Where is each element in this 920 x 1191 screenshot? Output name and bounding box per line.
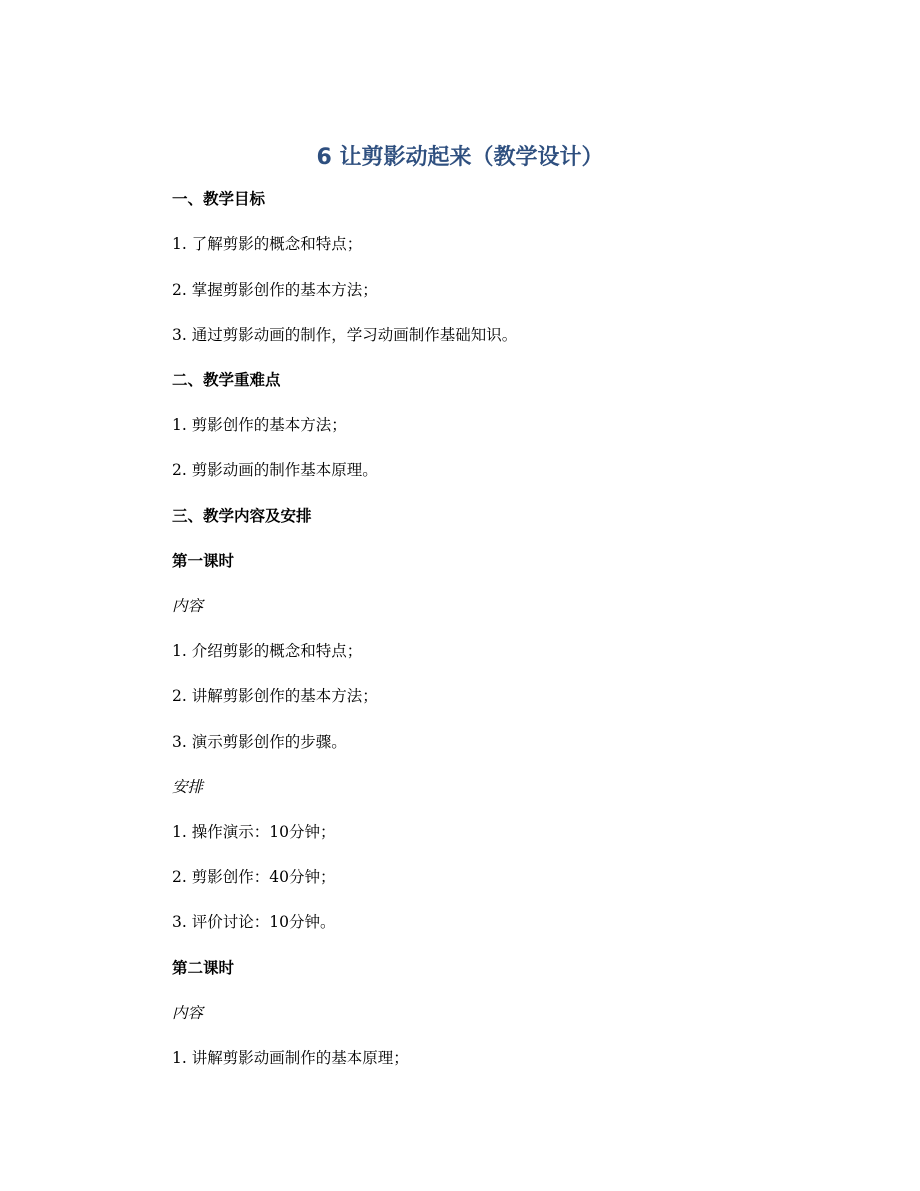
lesson1-schedule-item: 2. 剪影创作：40分钟； — [172, 868, 336, 886]
section-heading-objectives: 一、教学目标 — [172, 190, 266, 208]
key-point-item: 2. 剪影动画的制作基本原理。 — [172, 461, 378, 479]
key-point-item: 1. 剪影创作的基本方法； — [172, 416, 347, 434]
objective-item: 1. 了解剪影的概念和特点； — [172, 235, 363, 253]
lesson-heading-1: 第一课时 — [172, 552, 235, 570]
objective-item: 2. 掌握剪影创作的基本方法； — [172, 281, 378, 299]
lesson1-content-item: 1. 介绍剪影的概念和特点； — [172, 642, 363, 660]
objective-item: 3. 通过剪影动画的制作，学习动画制作基础知识。 — [172, 326, 518, 344]
lesson1-schedule-label: 安排 — [172, 778, 204, 796]
document-title: 6 让剪影动起来（教学设计） — [316, 145, 604, 170]
lesson1-schedule-item: 1. 操作演示：10分钟； — [172, 823, 336, 841]
lesson2-content-item: 1. 讲解剪影动画制作的基本原理； — [172, 1049, 409, 1067]
lesson1-schedule-item: 3. 评价讨论：10分钟。 — [172, 913, 336, 931]
lesson2-content-label: 内容 — [172, 1004, 204, 1022]
lesson-heading-2: 第二课时 — [172, 959, 235, 977]
section-heading-key-points: 二、教学重难点 — [172, 371, 281, 389]
lesson1-content-item: 3. 演示剪影创作的步骤。 — [172, 733, 347, 751]
section-heading-content: 三、教学内容及安排 — [172, 507, 312, 525]
lesson1-content-item: 2. 讲解剪影创作的基本方法； — [172, 687, 378, 705]
lesson1-content-label: 内容 — [172, 597, 204, 615]
